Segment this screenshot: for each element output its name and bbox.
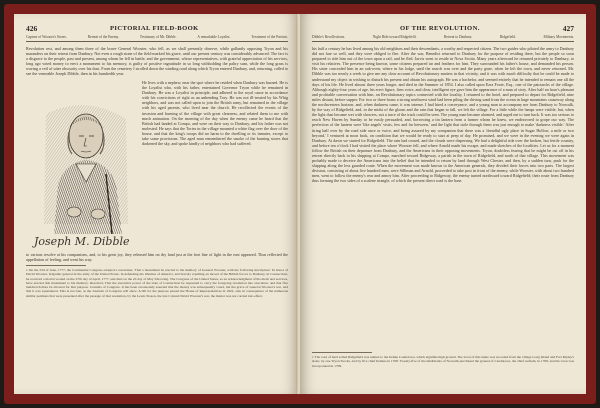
right-subhead-1: Dibble's Recollections. — [312, 35, 346, 39]
right-subhead-2: Night Ride toward Ridgefield. — [372, 35, 417, 39]
right-footnote: 1 The road of hard soiled Ridgefield was named to the Indian Caudatowa, which signifies high ground. The town of this name was recorded from the village Long Island and Fort Ripley's sister, by one Tryon Stocks, and by five chief Indians in 1708. Twenty-five of the inhabitants of Norwalk purchased the ground of Caudatowa, the chief sachem, in 1708, and the town was incorporated in 1709. — [312, 355, 574, 368]
left-running-head: PICTORIAL FIELD-BOOK — [110, 25, 199, 32]
right-subhead-4: Ridgefield. — [499, 35, 516, 39]
left-body-bottom: to various resolve at his companions, and, to his great joy, they released him on dry land just at the foot line of light in the east appeared. Thus reflected the appellation of feeling, and went his way. — [26, 252, 288, 262]
left-footnote-rule — [26, 265, 86, 266]
left-body-wrap: He lives with a nephew, near the spot where he resided when Danbury was burned. He is the Loyalist who, with his father, entertained Governor Tryon while he remained in Danbury. He was a Loyalist in principle, and adhered to the royal cause in accordance with his convictions of right as an unbending Tory. He was not ill-treated by his Whig neighbors, and was not called upon to join the British army, but remained in the village with his aged parents, who lived near the church. He recollected the events of the invasion and burning of the village with great clearness, and related them to me with much animation. On the morning of the day when the enemy came he heard that the British had landed at Compo, and were on their way to Danbury, and his father was not molested. He says that the Tories in the village mounted a white flag over the door of the house, and that the king's troops did no harm to the dwelling or its inmates, except to take some provisions. The aged man remembered the smoke of the burning stores that darkened the sky, and spoke kindly of neighbors who had suffered. — [142, 80, 288, 147]
right-running-head: OF THE REVOLUTION. — [400, 25, 480, 32]
left-subhead-4: A remarkable Loyalist. — [197, 35, 231, 39]
right-subhead-3: Retreat to Danbury. — [444, 35, 473, 39]
left-footnote: 1 On the 23d of June, 1777, the Continental Congress adopted a resolution, 'That a monument be erected to the memory of General Wooster, with the following inscription.' In honor of David Wooster, brigadier general in the army of the United States. In defending the liberties of America, and bravely repelling an inroad of the British forces to Danbury, in Connecticut, he received a mortal wound on the 27th day of April, 1777, and died on the 2d day of May following. The Congress of the United States, as an acknowledgment of his merit and services, have erected this monument to his memory. Resolved, That the executive power of the state of Connecticut be requested to carry the foregoing resolution into execution, and that five hundred dollars be allowed for that purpose. Journals of Congress. It has been erroneously asserted that the money was subsequently voted, but the grave of General Wooster's son, and that it was squandered. This is not true, as the Journals of Congress will show. A bill for the purpose passed the House of Representatives in 1822, and, in consequence of the numerous similar petitions that were presented after the passage of that resolution, by the Lewis Sisson, the late Colonel David Wooster's son, the matter was not carried into effect. — [26, 268, 288, 298]
right-footnote-rule — [312, 352, 372, 353]
left-subhead-2: Retreat of the Enemy. — [87, 35, 120, 39]
left-subhead-3: Testimony of Mr. Dibble. — [139, 35, 177, 39]
left-subhead-1: Capture of Wooster's Stores. — [26, 35, 67, 39]
right-subheads — [312, 35, 574, 39]
right-page — [300, 14, 586, 394]
left-subheads — [26, 35, 288, 39]
right-body: his half a century he has lived among his old neighbors and their descendants, a worthy and respected citizen. The two guides who piloted the army to Danbury did not fare so well, and they were obliged to flee. After the war, Benedict returned to Danbury for the purpose of residing there, but the people so soon prepared to ride him out of the town upon a rail, and he fled. Jarvis went to reside in Nova Scotia. Many years afterward he returned privately to Danbury, to visit his relatives. The presence being known, some citizens prepared tar and feathers for him. They surrounded his father's house, and demanded his person. His sister concealed him in an oak-oven, where in his lodge, until the search was over and the party gone, when he left the town, and never returned. Mr. Dibble was too nearly a week to give me any clear account of Revolutionary matters in that vicinity, and it was with much difficulty that he could be made to understand my object in wishing to disturb his present and obtain his autograph. He was a bachelor, and seemed entirely that he intended to remain one all the days of his life. He lived almost three years longer, and died in the Summer of 1854. I also called upon Ezra Foote, Esq., one of the patriarchs of the village. Although eighty-four years of age, his erect figure, firm voice, and clear, intelligent eye gave him the appearance of a man of sixty. After half an hour's pleasant and profitable conversation with him, on Revolutionary topics connected with the locality, I returned to the hotel, and prepared to depart for Ridgefield, nine miles distant, before supper. For two or three hours a strong northwest wind had been piling the driving sand from the ocean in huge mountains causeway along the northwestern horizon, and, when darkness came, it was intense. I had hired a conveyance, and a young man to accompany me from Danbury to Norwalk, by the way of Ridgefield, and, in the midst of the gloom and the rain that began to fall, we left the village. For a little while the lamps were visible, but, when the light dust became wet with showers, not a trace of the track could be seen. The young man became alarmed, and urged me to turn back. It was too serious to reach New Haven by Sunday to be easily persuaded, and, borrowing a tin lantern from a farmer whom he knew, we endeavored to grope our way. The perfection of the lantern were 'like angels' visits, few and far between,' and the light that stole through them was just enough to make 'darkness visible.' After tiring half over by the road side once or twice, and being assured by my companion that there was a 'dreadful ugly place in Sugar Hollow, a mile or two beyond,' I ventured at noon back, on condition that we would be ready to start at peep of day. He promised, and we were in the evening we were again in Danbury. At dawn we started for Ridgefield. The rain had ceased, and the clouds were dispersing. We had a delightful ride over the broken, but fertile country, and before ten o'clock I had visited the place where Wooster fell, and where Arnold made his escape, and made sketches of the localities. Let us for a moment follow the British on their departure from Danbury, and the Americans in their opposing movements. Tryon, doubtless fearing that he might be cut off in his retreat directly back to his shipping at Compo, marched toward Ridgeway, a parish in the town of Ridgefield, and north of that village. This movement was probably made to deceive the Americans into the belief that he intended to return by land through West Chester, and then, by a sudden turn, push for the shipping along the less guarded route. When the movement was made known to the American generals, they divided their forces into two parts. The largest division, consisting of about five hundred men, were Silliman and Arnold, proceeded to take post in front of the enemy, while Wooster, with about two hundred men, went to follow the enemy's rear and annoy him. After proceeding to Ridgeway, the enemy turned northward toward Ridgefield; their route from Danbury thus forming the two sides of a scalene triangle, of which the present direct road is the base. — [312, 46, 574, 184]
portrait-engraving — [36, 74, 136, 234]
signature: Joseph M. Dibble — [34, 235, 130, 248]
left-page-number: 426 — [26, 24, 38, 33]
left-subhead-5: Treatment of the Patriots. — [251, 35, 288, 39]
left-body-top: Revolution rest, and among them three of the brave General Wooster, who fell, as we shall presently observe, while gallantly opposing Tryon and his marauders on their retreat from Danbury. Not even a rough stone of the field marked his grave, until our present century was considerably advanced. The fact is a disgrace to the people, past and present, among whom he fell in battle; and the government, whose representatives, with grateful appreciation of his services, long ago voted money to erect a monument to his memory, is guilty of positive ingratitude in so long withholding the paltry sum, while the long grass is waving a veil of utter obscurity over his dust. From the cemetery I strolled down the winding road along which Tryon entered Danbury, and, returning, called to see the venerable Joseph Dibble, then in his hundredth year. — [26, 46, 288, 77]
right-page-number: 427 — [562, 24, 574, 33]
left-head-rule — [26, 41, 288, 42]
left-page — [14, 14, 299, 394]
right-head-rule — [312, 41, 574, 42]
right-subhead-5: Military Movements. — [543, 35, 574, 39]
